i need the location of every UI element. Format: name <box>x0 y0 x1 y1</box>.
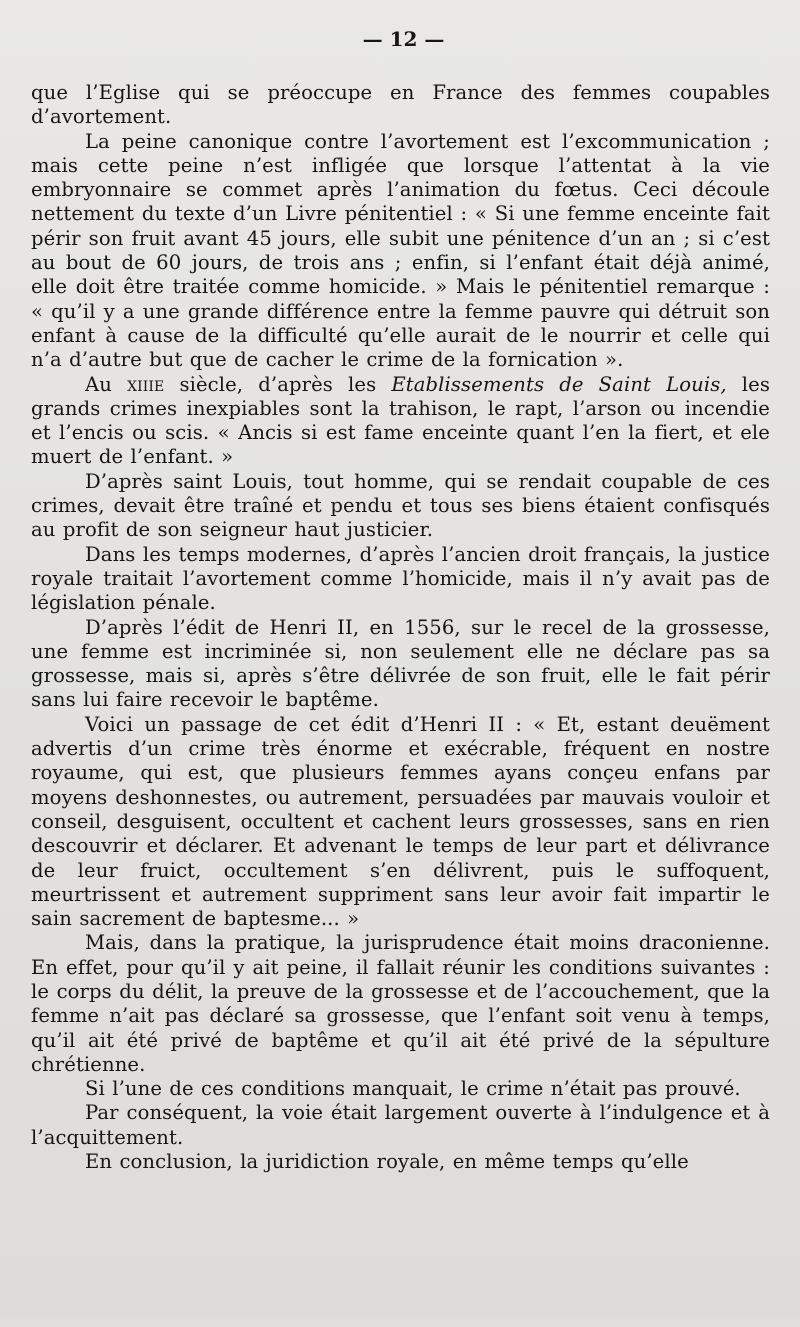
paragraph-conclusion: En conclusion, la juridiction royale, en même temps qu’elle <box>85 1150 689 1174</box>
paragraph-jurisprudence: Mais, dans la pratique, la jurisprudence était moins draconienne. En effet, pour qu’il y ait peine, il fallait réunir les conditions suivantes : le corps du délit, la preuve de la grossesse et de l’accouchement, que la femme n’ait pas déclaré sa grossesse, que l’enfant soit venu à temps, qu’il ait été privé de baptême et qu’il ait été privé de la sépulture chrétienne. <box>31 931 770 1076</box>
body-text <box>31 81 770 1174</box>
work-title: Etablissements de Saint Louis, <box>391 372 727 396</box>
text-fragment: siècle, d’après les <box>164 372 392 396</box>
paragraph-saint-louis-punishment: D’après saint Louis, tout homme, qui se rendait coupable de ces crimes, devait être traîné et pendu et tous ses biens étaient confisqués au profit de son seigneur haut justicier. <box>31 469 770 542</box>
paragraph-saint-louis-establishments <box>31 373 770 470</box>
paragraph-canonical-penalty: La peine canonique contre l’avortement est l’excommunication ; mais cette peine n’est infligée que lorsque l’attentat à la vie embryonnaire se commet après l’animation du fœtus. Ceci découle nettement du texte d’un Livre pénitentiel : « Si une femme enceinte fait périr son fruit avant 45 jours, elle subit une pénitence d’un an ; si c’est au bout de 60 jours, de trois ans ; enfin, si l’enfant était déjà animé, elle doit être traitée comme homicide. » Mais le pénitentiel remarque : « qu’il y a une grande différence entre la femme pauvre qui détruit son enfant à cause de la difficulté qu’elle aurait de le nourrir et celle qui n’a d’autre but que de cacher le crime de la fornication ». <box>31 129 770 372</box>
page-bottom-edge <box>0 1313 800 1327</box>
paragraph-continuation: que l’Eglise qui se préoccupe en France des femmes coupables d’avortement. <box>31 81 770 129</box>
century-label: xiiie <box>127 372 165 396</box>
paragraph-henri-edict: D’après l’édit de Henri II, en 1556, sur le recel de la grossesse, une femme est incriminée si, non seulement elle ne déclare pas sa grossesse, mais si, après s’être délivrée de son fruit, elle le fait périr sans lui faire recevoir le baptême. <box>31 615 770 712</box>
text-fragment: Au <box>85 372 128 396</box>
paragraph-conditions-missing: Si l’une de ces conditions manquait, le crime n’était pas prouvé. <box>85 1077 741 1101</box>
paragraph-indulgence: Par conséquent, la voie était largement ouverte à l’indulgence et à l’acquittement. <box>31 1101 770 1149</box>
text-fragment: les grands crimes inexpiables sont la trahison, le rapt, l’arson ou incendie et l’encis ou scis. « Ancis si est fame enceinte quant l’en la fiert, et ele muert de l’enfant. » <box>31 372 770 469</box>
paragraph-edict-quotation: Voici un passage de cet édit d’Henri II : « Et, estant deuëment advertis d’un crime très énorme et exécrable, fréquent en nostre royaume, qui est, que plusieurs femmes ayans conçeu enfans par moyens deshonnestes, ou autrement, persuadées par mauvais vouloir et conseil, desguisent, occultent et cachent leurs grossesses, sans en rien descouvrir et déclarer. Et advenant le temps de leur part et délivrance de leur fruict, occultement s’en délivrent, puis le suffoquent, meurtrissent et autrement suppriment sans leur avoir fait impartir le sain sacrement de baptesme... » <box>31 712 770 931</box>
page-number: — 12 — <box>362 27 445 51</box>
paragraph-modern-times: Dans les temps modernes, d’après l’ancien droit français, la justice royale traitait l’avortement comme l’homicide, mais il n’y avait pas de législation pénale. <box>31 542 770 615</box>
